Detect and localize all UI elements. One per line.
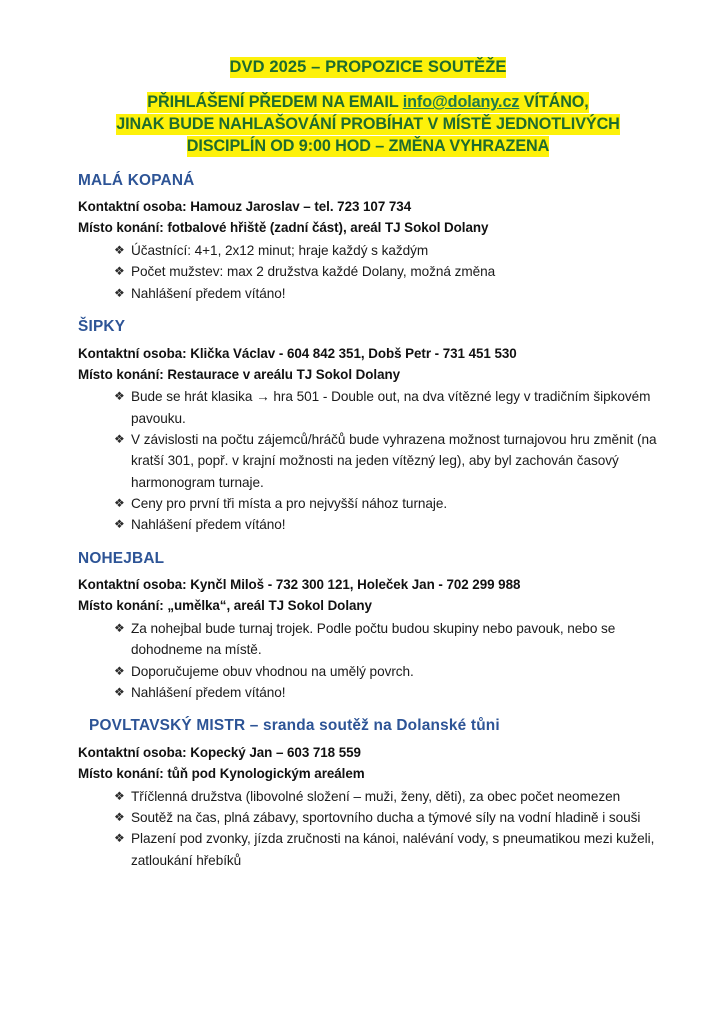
list-item [78, 807, 658, 828]
section-mala-kopana [78, 172, 658, 304]
venue-line: Místo konání: tůň pod Kynologickým areálem [78, 765, 365, 781]
contact-line: Kontaktní osoba: Kynčl Miloš - 732 300 121, Holeček Jan - 702 299 988 [78, 577, 521, 593]
notice-line-3-text: DISCIPLÍN OD 9:00 HOD – ZMĚNA VYHRAZENA [186, 136, 550, 155]
list-item [78, 618, 658, 661]
section-heading: MALÁ KOPANÁ [78, 171, 195, 189]
diamond-bullet-icon: ❖ [114, 264, 125, 279]
diamond-bullet-icon: ❖ [114, 788, 125, 803]
section-nohejbal [78, 550, 658, 704]
list-item [78, 682, 658, 703]
email-link[interactable]: info@dolany.cz [402, 93, 520, 112]
list-item [78, 240, 658, 261]
contact-line: Kontaktní osoba: Klička Václav - 604 842 351, Dobš Petr - 731 451 530 [78, 345, 517, 361]
diamond-bullet-icon: ❖ [114, 831, 125, 846]
section-sipky [78, 318, 658, 536]
list-item-text: Tříčlenná družstva (libovolné složení – muži, ženy, děti), za obec počet neomezen [131, 788, 621, 804]
masthead [78, 56, 658, 158]
list-item-text: Doporučujeme obuv vhodnou na umělý povrch. [131, 663, 414, 679]
diamond-bullet-icon: ❖ [114, 432, 125, 447]
venue-line: Místo konání: „umělka“, areál TJ Sokol Dolany [78, 598, 372, 614]
list-item-text: V závislosti na počtu zájemců/hráčů bude vyhrazena možnost turnajovou hru změnit (na kratší 301, popř. v krajní možnosti na jeden vítězný leg), aby byl zachován časový harmonogram turnaje. [131, 432, 657, 490]
section-heading: ŠIPKY [78, 318, 126, 336]
bullet-list [78, 240, 658, 304]
list-item [78, 828, 658, 871]
diamond-bullet-icon: ❖ [114, 243, 125, 258]
diamond-bullet-icon: ❖ [114, 496, 125, 511]
notice-line-2-text: JINAK BUDE NAHLAŠOVÁNÍ PROBÍHAT V MÍSTĚ JEDNOTLIVÝCH [116, 115, 620, 134]
contact-line: Kontaktní osoba: Hamouz Jaroslav – tel. 723 107 734 [78, 199, 412, 215]
notice-line-1 [78, 92, 658, 114]
list-item-text: Nahlášení předem vítáno! [131, 285, 286, 301]
notice-line-1-prefix: PŘIHLÁŠENÍ PŘEDEM NA EMAIL [147, 93, 403, 112]
section-heading: NOHEJBAL [78, 549, 165, 567]
list-item-text: Soutěž na čas, plná zábavy, sportovního ducha a týmové síly na vodní hladině i souši [131, 809, 641, 825]
list-item-text: Počet mužstev: max 2 družstva každé Dolany, možná změna [131, 264, 496, 280]
list-item [78, 261, 658, 282]
list-item [78, 661, 658, 682]
bullet-list [78, 386, 658, 535]
notice-line-1-suffix: VÍTÁNO, [519, 93, 589, 112]
venue-line: Místo konání: fotbalové hřiště (zadní část), areál TJ Sokol Dolany [78, 220, 489, 236]
list-item-text: Bude se hrát klasika → hra 501 - Double out, na dva vítězné legy v tradičním šipkovém pavouku. [131, 389, 651, 426]
venue-line: Místo konání: Restaurace v areálu TJ Sokol Dolany [78, 366, 400, 382]
list-item-text: Nahlášení předem vítáno! [131, 517, 286, 533]
diamond-bullet-icon: ❖ [114, 685, 125, 699]
diamond-bullet-icon: ❖ [114, 621, 125, 636]
diamond-bullet-icon: ❖ [114, 809, 125, 824]
notice-line-3 [78, 136, 658, 158]
list-item-text: Plazení pod zvonky, jízda zručnosti na kánoi, nalévání vody, s pneumatikou mezi kuželi, zatloukání hřebíků [131, 831, 655, 868]
list-item [78, 514, 658, 535]
list-item [78, 786, 658, 807]
list-item-text: Za nohejbal bude turnaj trojek. Podle počtu budou skupiny nebo pavouk, nebo se dohodneme na místě. [131, 621, 616, 658]
list-item [78, 493, 658, 514]
bullet-list [78, 618, 658, 703]
page-title-text: DVD 2025 – PROPOZICE SOUTĚŽE [229, 58, 507, 76]
contact-line: Kontaktní osoba: Kopecký Jan – 603 718 559 [78, 744, 361, 760]
diamond-bullet-icon: ❖ [114, 663, 125, 678]
list-item-text: Ceny pro první tři místa a pro nejvyšší nához turnaje. [131, 496, 448, 512]
list-item [78, 386, 658, 429]
section-povltavsky-mistr [78, 717, 658, 871]
list-item [78, 429, 658, 493]
diamond-bullet-icon: ❖ [114, 285, 125, 300]
list-item-text: Nahlášení předem vítáno! [131, 685, 286, 700]
diamond-bullet-icon: ❖ [114, 389, 125, 404]
section-heading: POVLTAVSKÝ MISTR – sranda soutěž na Dolanské tůni [89, 717, 500, 735]
notice-line-2 [78, 114, 658, 136]
page-title [78, 56, 658, 78]
bullet-list [78, 786, 658, 871]
list-item [78, 283, 658, 304]
diamond-bullet-icon: ❖ [114, 517, 125, 532]
list-item-text: Účastnící: 4+1, 2x12 minut; hraje každý s každým [131, 243, 429, 259]
